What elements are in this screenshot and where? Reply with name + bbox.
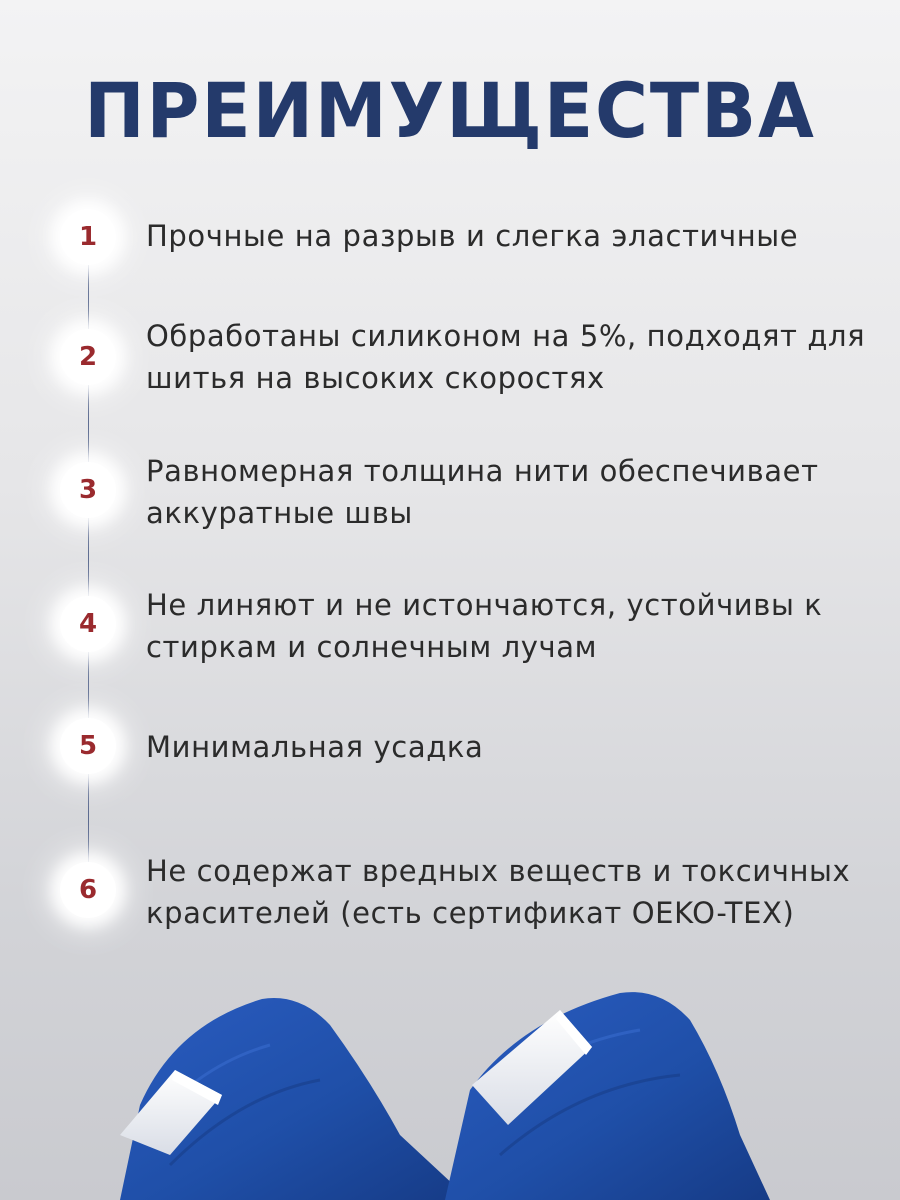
thread-spool-left [120, 998, 470, 1200]
thread-spools-image [0, 985, 900, 1200]
number-badge: 6 [60, 862, 116, 918]
number-badge: 2 [60, 329, 116, 385]
number-badge: 5 [60, 718, 116, 774]
number-badge: 1 [60, 209, 116, 265]
advantage-text: Минимальная усадка [146, 730, 484, 764]
number-badge: 4 [60, 596, 116, 652]
page-title: ПРЕИМУЩЕСТВА [84, 66, 816, 155]
advantage-text: Обработаны силиконом на 5%, подходят для шитья на высоких скоростях [146, 319, 866, 395]
advantage-text: Не содержат вредных веществ и токсичных красителей (есть сертификат OEKO-TEX) [146, 854, 851, 930]
advantage-text: Равномерная толщина нити обеспечивает аккуратные швы [146, 454, 819, 530]
advantage-text: Не линяют и не истончаются, устойчивы к стиркам и солнечным лучам [146, 588, 823, 664]
thread-spool-right [445, 992, 770, 1200]
number-badge: 3 [60, 462, 116, 518]
advantage-text: Прочные на разрыв и слегка эластичные [146, 219, 799, 253]
